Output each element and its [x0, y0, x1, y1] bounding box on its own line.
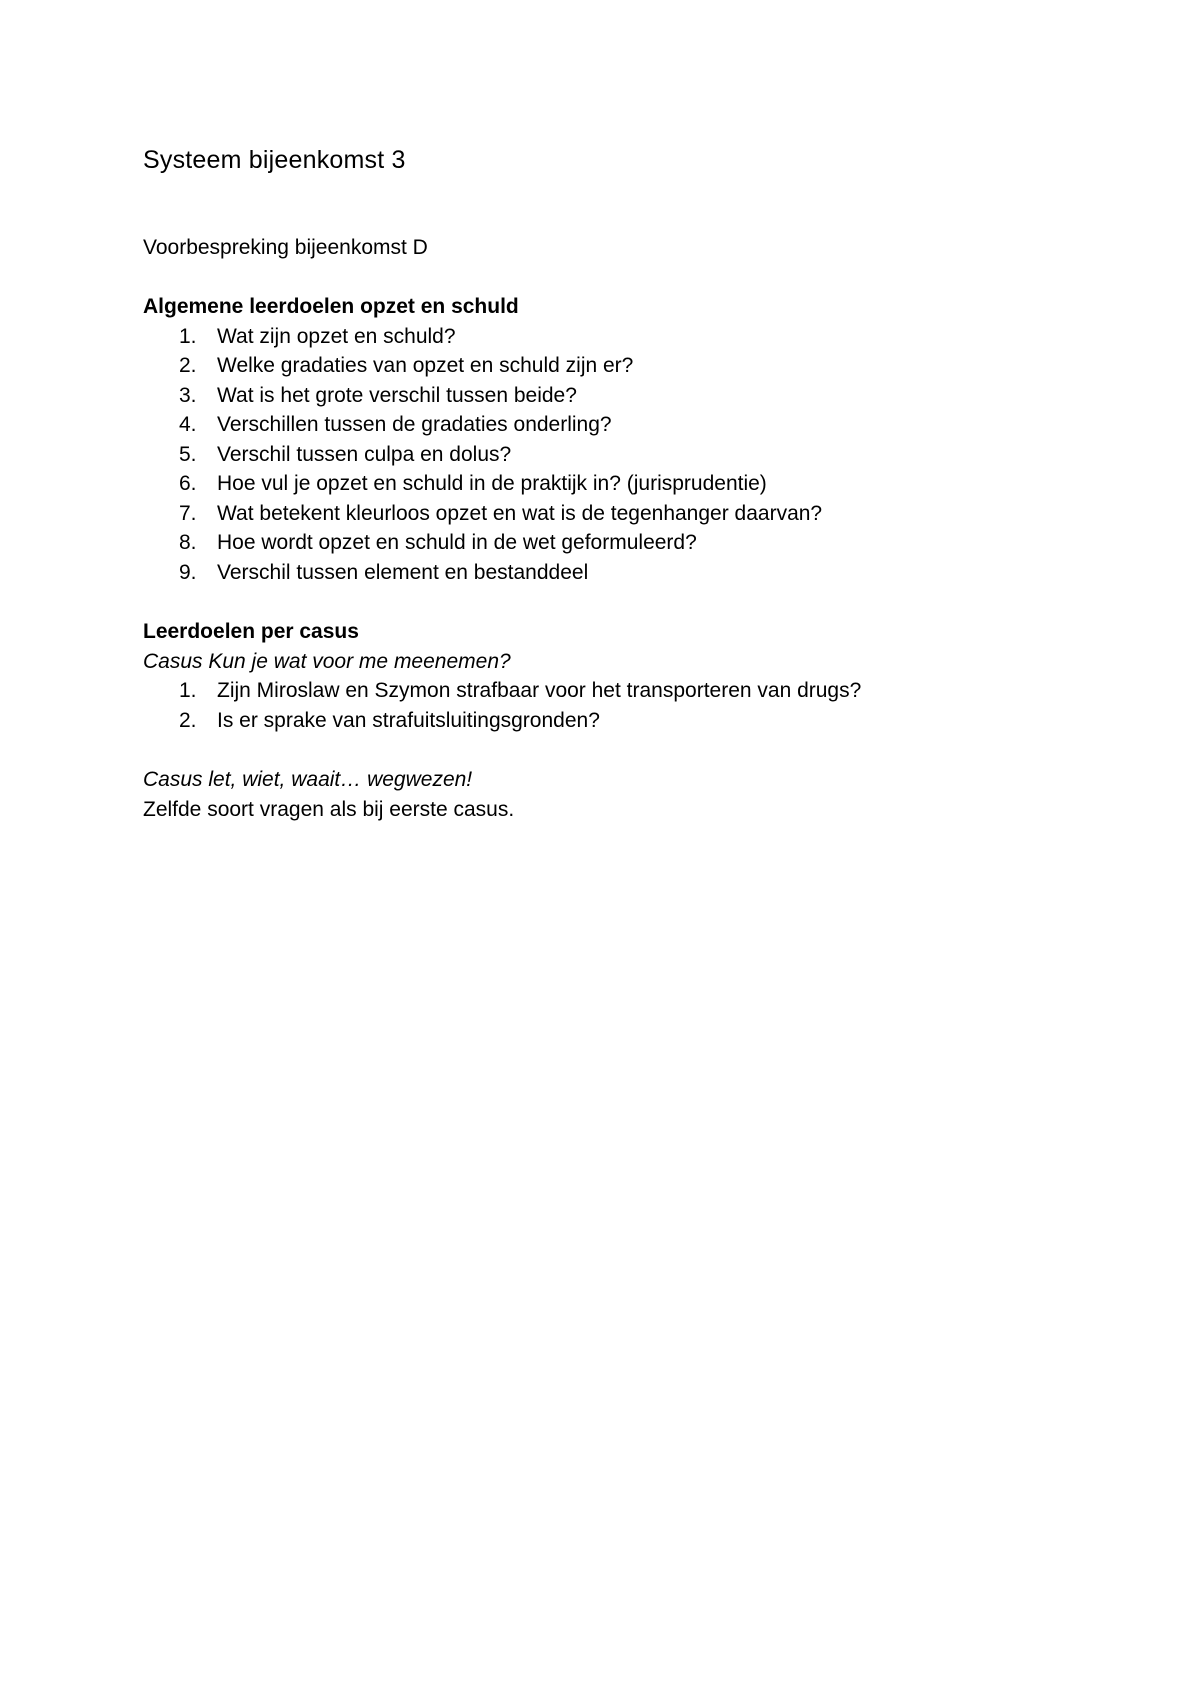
- list-item: [143, 676, 1073, 706]
- general-goals-list: [143, 322, 1073, 588]
- list-item: [143, 351, 1073, 381]
- list-item: [143, 499, 1073, 529]
- case2-note: Zelfde soort vragen als bij eerste casus.: [143, 797, 515, 821]
- case1-questions-list: [143, 676, 1073, 735]
- list-item-text: Verschil tussen culpa en dolus?: [217, 442, 512, 466]
- list-item: [143, 440, 1073, 470]
- list-item-number: 8.: [179, 531, 197, 554]
- list-item-text: Wat betekent kleurloos opzet en wat is de tegenhanger daarvan?: [217, 501, 823, 525]
- list-item-text: Hoe wordt opzet en schuld in de wet geformuleerd?: [217, 531, 697, 554]
- list-item: [143, 528, 1073, 558]
- list-item-number: 7.: [179, 501, 197, 525]
- list-item-number: 2.: [179, 354, 197, 377]
- case1-title: Casus Kun je wat voor me meenemen?: [143, 649, 511, 673]
- list-item-number: 3.: [179, 383, 197, 407]
- document-content: [143, 143, 1073, 824]
- list-item: [143, 381, 1073, 411]
- list-item-text: Wat zijn opzet en schuld?: [217, 324, 456, 348]
- list-item-text: Zijn Miroslaw en Szymon strafbaar voor het transporteren van drugs?: [217, 679, 862, 702]
- list-item: [143, 558, 1073, 588]
- list-item: [143, 322, 1073, 352]
- case-goals-heading: Leerdoelen per casus: [143, 620, 359, 643]
- document-subtitle: Voorbespreking bijeenkomst D: [143, 236, 428, 259]
- list-item-number: 4.: [179, 413, 197, 436]
- list-item-number: 5.: [179, 442, 197, 466]
- case2-title: Casus let, wiet, waait… wegwezen!: [143, 768, 473, 791]
- list-item: [143, 410, 1073, 440]
- list-item-number: 9.: [179, 560, 197, 584]
- list-item-text: Is er sprake van strafuitsluitingsgronden?: [217, 708, 600, 732]
- list-item-text: Welke gradaties van opzet en schuld zijn er?: [217, 354, 634, 377]
- document-title: Systeem bijeenkomst 3: [143, 146, 406, 174]
- list-item-number: 1.: [179, 679, 197, 702]
- list-item-text: Verschillen tussen de gradaties onderling?: [217, 413, 612, 436]
- list-item-text: Verschil tussen element en bestanddeel: [217, 560, 589, 584]
- list-item-number: 2.: [179, 708, 197, 732]
- list-item: [143, 469, 1073, 499]
- list-item-text: Hoe vul je opzet en schuld in de praktijk in? (jurisprudentie): [217, 472, 767, 495]
- list-item-number: 6.: [179, 472, 197, 495]
- list-item-text: Wat is het grote verschil tussen beide?: [217, 383, 577, 407]
- general-goals-heading: Algemene leerdoelen opzet en schuld: [143, 295, 519, 318]
- list-item-number: 1.: [179, 324, 197, 348]
- list-item: [143, 706, 1073, 736]
